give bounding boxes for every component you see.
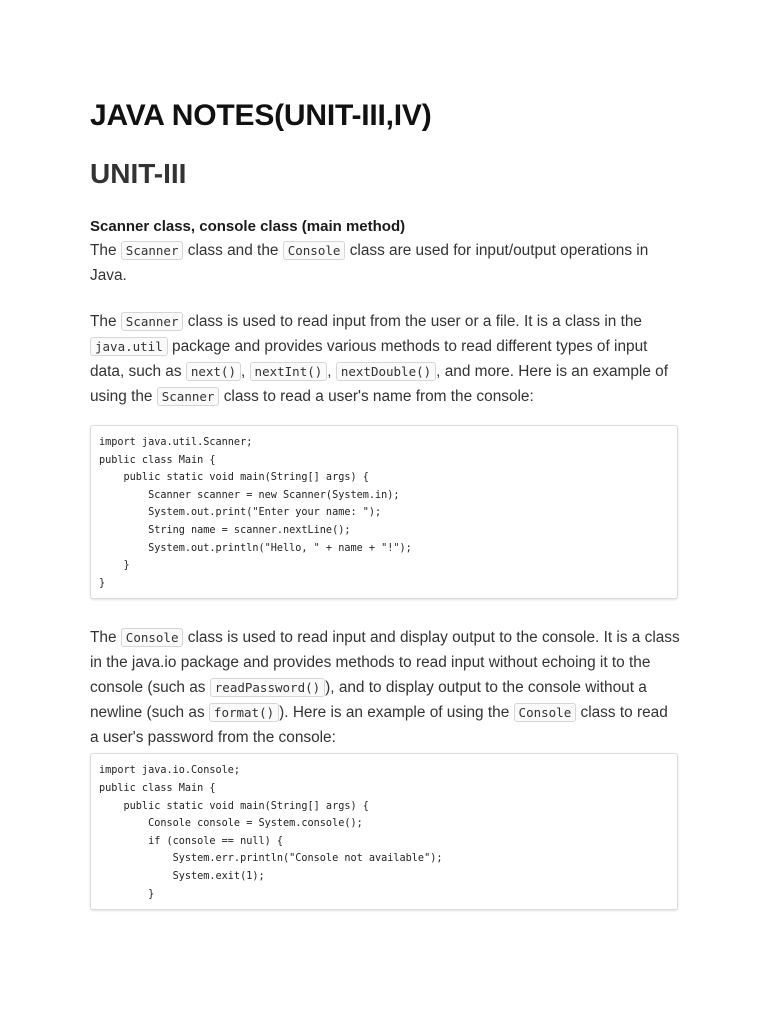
inline-code: Console bbox=[121, 628, 184, 647]
code-line: if (console == null) { bbox=[99, 835, 284, 847]
text-run: class is used to read input from the user or a file. It is a class in the bbox=[183, 313, 642, 330]
unit-heading: UNIT-III bbox=[90, 158, 187, 189]
code-line: public class Main { bbox=[99, 454, 216, 466]
inline-code: nextInt() bbox=[250, 362, 328, 381]
inline-code: Scanner bbox=[157, 387, 220, 406]
code-line: } bbox=[99, 888, 155, 900]
inline-code: Scanner bbox=[121, 241, 184, 260]
code-line: Scanner scanner = new Scanner(System.in); bbox=[99, 489, 400, 501]
text-run: , bbox=[240, 363, 250, 380]
text-run: ), and to display output to the console without a newline (such as bbox=[90, 679, 647, 722]
code-line: System.exit(1); bbox=[99, 870, 265, 882]
code-line: System.err.println("Console not available"); bbox=[99, 853, 443, 865]
code-line: System.out.print("Enter your name: "); bbox=[99, 507, 382, 519]
text-run: class and the bbox=[183, 242, 283, 259]
text-run: class is used to read input and display output to the console. It is a class in the java.io package and provides methods to read input without echoing it to the console (such as bbox=[90, 629, 680, 697]
inline-code: Console bbox=[514, 703, 577, 722]
text-run: class to read a user's name from the console: bbox=[219, 388, 534, 405]
inline-code: java.util bbox=[90, 337, 168, 356]
text-run: class are used for input/output operations in Java. bbox=[90, 242, 649, 284]
document-content bbox=[90, 96, 680, 910]
text-run: The bbox=[90, 629, 121, 647]
code-line: public static void main(String[] args) { bbox=[99, 472, 369, 484]
inline-code: format() bbox=[209, 703, 279, 722]
text-run: package and provides various methods to read different types of input data, such as bbox=[90, 338, 648, 380]
text-run: The bbox=[90, 242, 121, 259]
document-title: JAVA NOTES(UNIT-III,IV) bbox=[90, 99, 432, 132]
code-line: System.out.println("Hello, " + name + "!"); bbox=[99, 542, 412, 554]
code-line: String name = scanner.nextLine(); bbox=[99, 524, 351, 536]
text-run: , bbox=[327, 363, 336, 380]
inline-code: nextDouble() bbox=[336, 362, 436, 381]
code-line: } bbox=[99, 560, 130, 572]
code-line: public class Main { bbox=[99, 782, 216, 794]
inline-code: readPassword() bbox=[210, 678, 325, 697]
text-run: The bbox=[90, 313, 121, 330]
text-run: , and more. Here is an example of using the bbox=[90, 363, 668, 405]
text-run: class to read a user's password from the console: bbox=[90, 704, 668, 747]
section-heading: Scanner class, console class (main method) bbox=[90, 218, 406, 235]
code-line: public static void main(String[] args) { bbox=[99, 800, 369, 812]
code-line: import java.io.Console; bbox=[99, 765, 241, 777]
inline-code: next() bbox=[186, 362, 241, 381]
intro-paragraph bbox=[90, 238, 680, 288]
console-paragraph bbox=[90, 625, 680, 750]
code-line: import java.util.Scanner; bbox=[99, 437, 253, 448]
scanner-code-block bbox=[90, 425, 678, 599]
inline-code: Console bbox=[283, 241, 346, 260]
text-run: ). Here is an example of using the bbox=[279, 704, 514, 722]
console-code-block bbox=[90, 753, 678, 910]
inline-code: Scanner bbox=[121, 312, 184, 331]
scanner-paragraph bbox=[90, 309, 680, 409]
code-line: Console console = System.console(); bbox=[99, 818, 363, 830]
code-line: } bbox=[99, 577, 106, 589]
